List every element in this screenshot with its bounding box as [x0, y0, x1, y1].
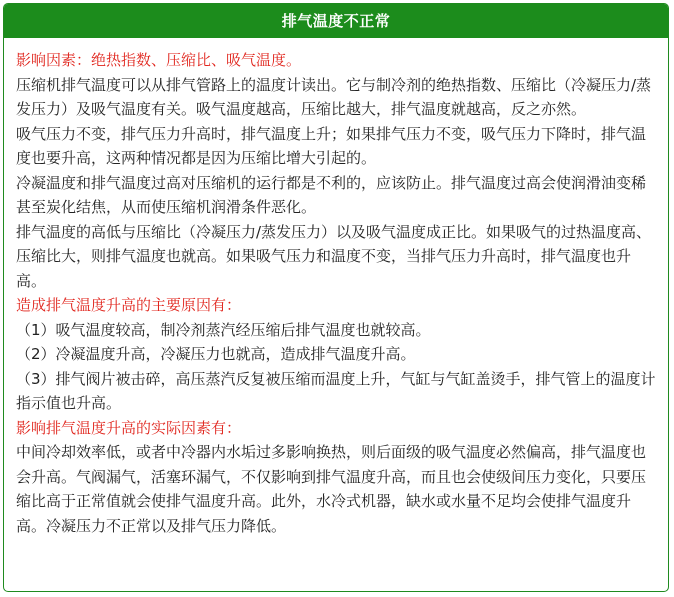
cause-item: （1）吸气温度较高，制冷剂蒸汽经压缩后排气温度也就较高。 [16, 320, 431, 339]
cause-item: （3）排气阀片被击碎，高压蒸汽反复被压缩而温度上升，气缸与气缸盖烫手，排气管上的温度计指示值也升高。 [16, 369, 656, 412]
paragraph: 吸气压力不变，排气压力升高时，排气温度上升；如果排气压力不变，吸气压力下降时，排气温度也要升高，这两种情况都是因为压缩比增大引起的。 [16, 124, 647, 167]
card-header [4, 4, 668, 38]
card-content [4, 38, 668, 538]
paragraph-factors-heading: 影响因素：绝热指数、压缩比、吸气温度。 [16, 51, 302, 69]
paragraph: 中间冷却效率低，或者中冷器内水垢过多影响换热，则后面级的吸气温度必然偏高，排气温度也会升高。气阀漏气，活塞环漏气，不仅影响到排气温度升高，而且也会使级间压力变化，只要压缩比高于正常值就会使排气温度升高。此外，水冷式机器，缺水或水量不足均会使排气温度升高。冷凝压力不正常以及排气压力降低。 [16, 443, 647, 535]
info-card [3, 3, 669, 592]
paragraph-causes-heading: 造成排气温度升高的主要原因有： [16, 296, 242, 314]
paragraph: 排气温度的高低与压缩比（冷凝压力/蒸发压力）以及吸气温度成正比。如果吸气的过热温度高、压缩比大，则排气温度也就高。如果吸气压力和温度不变，当排气压力升高时，排气温度也升高。 [16, 222, 652, 290]
paragraph: 压缩机排气温度可以从排气管路上的温度计读出。它与制冷剂的绝热指数、压缩比（冷凝压力/蒸发压力）及吸气温度有关。吸气温度越高，压缩比越大，排气温度就越高，反之亦然。 [16, 75, 652, 118]
card-title: 排气温度不正常 [281, 12, 391, 30]
paragraph: 冷凝温度和排气温度过高对压缩机的运行都是不利的，应该防止。排气温度过高会使润滑油变稀甚至炭化结焦，从而使压缩机润滑条件恶化。 [16, 173, 647, 216]
cause-item: （2）冷凝温度升高，冷凝压力也就高，造成排气温度升高。 [16, 345, 416, 363]
paragraph-actual-factors-heading: 影响排气温度升高的实际因素有： [16, 418, 242, 437]
